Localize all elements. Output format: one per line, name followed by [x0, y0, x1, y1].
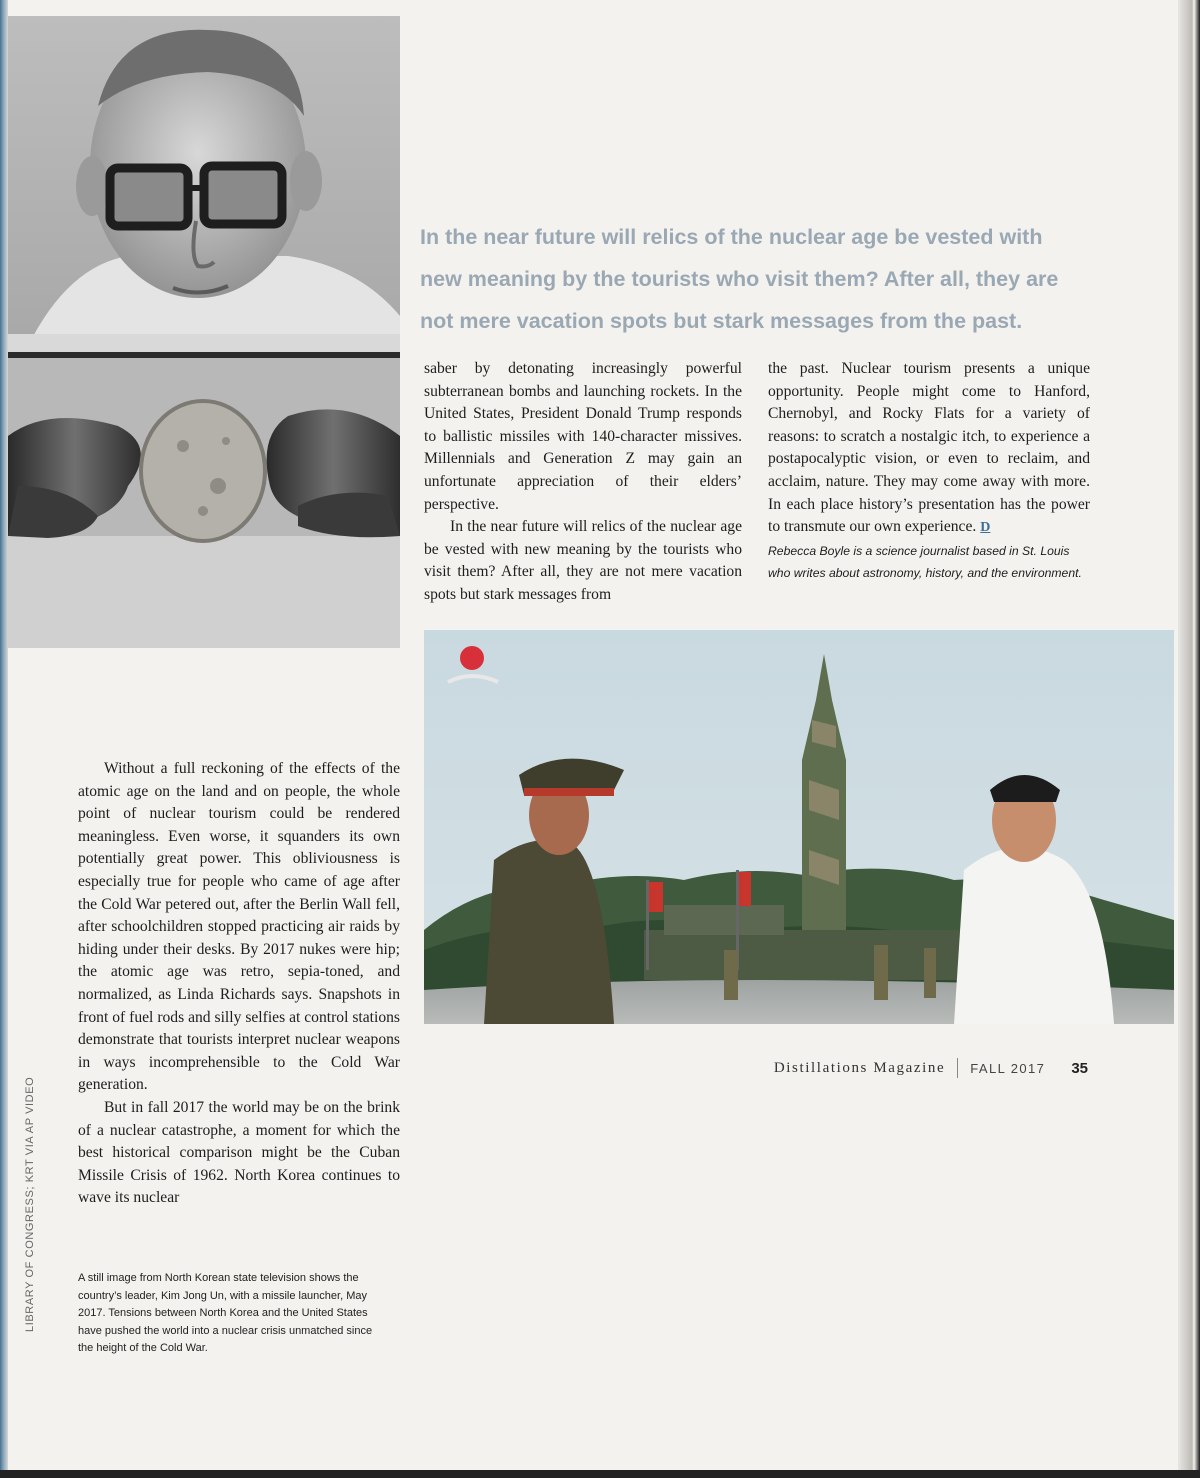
article-paragraph-text: the past. Nuclear tourism presents a unique opportunity. People might come to Hanford, Chernobyl, and Rocky Flats for a variety of reasons: to scratch a nostalgic itch, to experience a postapocalyptic vision, or even to reclaim, and acclaim, nature. They may come away with more. In each place history’s presentation has the power to transmute our own experience.	[768, 360, 1090, 536]
issue-label: FALL 2017	[970, 1060, 1046, 1076]
article-paragraph: But in fall 2017 the world may be on the brink of a nuclear catastrophe, a moment for which the best historical comparison might be the Cuban Missile Crisis of 1962. North Korea continues to wave its nuclear	[78, 1098, 400, 1207]
page-edge-left	[0, 0, 8, 1478]
photo-credit: LIBRARY OF CONGRESS; KRT VIA AP VIDEO	[24, 1076, 36, 1332]
missile-photo	[424, 630, 1174, 1024]
article-column-left	[78, 758, 400, 1210]
page-edge-right	[1178, 0, 1200, 1478]
article-column-right	[768, 358, 1090, 584]
page-edge-bottom	[0, 1470, 1200, 1478]
author-bio: Rebecca Boyle is a science journalist based in St. Louis who writes about astronomy, history, and the environment.	[768, 543, 1082, 580]
article-paragraph: In the near future will relics of the nuclear age be vested with new meaning by the tourists who visit them? After all, they are not mere vacation spots but stark messages from	[424, 518, 742, 603]
article-paragraph	[768, 358, 1090, 540]
article-paragraph: Without a full reckoning of the effects of the atomic age on the land and on people, the whole point of nuclear tourism could be rendered meaningless. Even worse, it squanders its own potentially great power. This obliviousness is especially true for people who came of age after the Cold War petered out, after the Berlin Wall fell, after schoolchildren stopped practicing air raids by hiding under their desks. By 2017 nukes were hip; the atomic age was retro, sepia-toned, and normalized, as Linda Richards says. Snapshots in front of fuel rods and silly selfies at control stations demonstrate that tourists interpret nuclear weapons in ways incomprehensible to the Cold War generation.	[78, 760, 400, 1094]
pull-quote: In the near future will relics of the nuclear age be vested with new meaning by the tourists who visit them? After all, they are not mere vacation spots but stark messages from the past.	[420, 225, 1059, 333]
photo-caption: A still image from North Korean state television shows the country’s leader, Kim Jong Un, with a missile launcher, May 2017. Tensions between North Korea and the United States have pushed the world into a nuclear crisis unmatched since the height of the Cold War.	[78, 1272, 373, 1354]
page-footer	[774, 1058, 1088, 1078]
footer-divider	[957, 1058, 958, 1078]
magazine-name: Distillations Magazine	[773, 1059, 946, 1076]
page-number: 35	[1071, 1059, 1088, 1077]
article-paragraph: saber by detonating increasingly powerful subterranean bombs and launching rockets. In the United States, President Donald Trump responds to ballistic missiles with 140-character missives. Millennials and Generation Z may gain an unfortunate appreciation of their elders’ perspective.	[424, 360, 742, 513]
scientist-photo	[8, 16, 400, 648]
end-mark-icon: D	[980, 520, 991, 536]
article-column-middle	[424, 358, 742, 607]
